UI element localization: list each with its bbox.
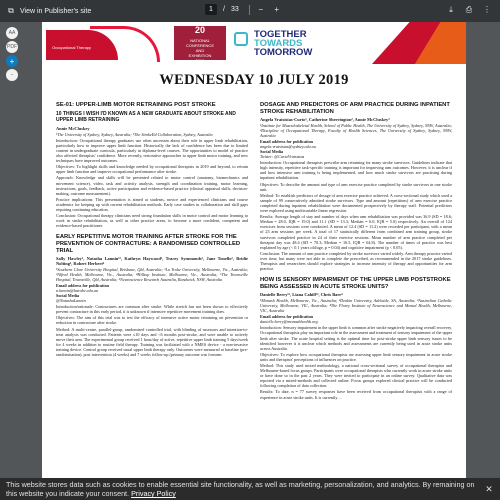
abstract-paragraph: Method: To establish predictors of dosage of arm exercise practice achieved. A cross-sectional study which used a sample of 99 consecutively admitted stroke survivors. Type and amount (repetitions) of arm exercise practice completed during inpatient rehabilitation were documented prospectively by therapy staff. Potential predictors were explored using multivariable linear regression. xyxy=(260,192,452,214)
zoom-in-button[interactable]: + xyxy=(6,55,18,67)
zoom-out-icon[interactable]: − xyxy=(258,4,264,14)
abstract-paragraph: Objectives: To describe the amount and type of arm exercise practice completed by stroke survivors in one stroke unit. xyxy=(260,181,452,192)
external-link-icon: ⧉ xyxy=(8,6,14,15)
congress-logo xyxy=(174,25,226,63)
abstract-paragraph: Objectives: To explore how occupational therapists are assessing upper limb sensory impairment in acute stroke units and therapists' perceptions of influences on practice. xyxy=(260,351,452,362)
abstract-paragraph: Introduction: Occupational therapists prescribe arm retraining for many stroke survivors. Guidelines indicate that high intensity, repetitive task-specific training is important for improving arm outcomes. However, it is unclear if and how intensive arm training is being implemented, and how much stroke survivors are practising during inpatient rehabilitation. xyxy=(260,160,452,181)
abstract-affiliation: ¹Institute for Musculoskeletal Health, School of Public Health, The University of Sydney, Sydney, NSW, Australia; ²Discipline of Occupational Therapy, Faculty of Health Sciences, The University of Sydney, Sydney, NSW, Australia xyxy=(260,123,452,139)
email-address: danielle.berry@monashhealth.org xyxy=(260,319,318,325)
email-label: Email address for publication xyxy=(260,139,314,145)
congress-line-1: NATIONAL xyxy=(190,38,210,43)
congress-line-3: AND xyxy=(195,48,205,53)
abstract-paragraph: Results: To date, n = 77 survey responses have been received from occupational therapists with a range of experience in acute stroke units. It is currently ... xyxy=(260,389,452,400)
social-handle: Twitter: @CurtoVratsistas xyxy=(260,154,305,160)
toolbar-actions xyxy=(446,5,492,15)
conference-mark-icon xyxy=(234,32,248,46)
side-rail xyxy=(6,27,18,81)
abstract-paragraph: Practice implications: This presentation is aimed at students, novice and experienced clinicians and course academics for keeping up with current rehabilitation methods. Early case studies in collaboration and skill gaps requiring continuing education. xyxy=(56,196,248,212)
social-handle: @NatashaLannin xyxy=(56,298,86,304)
zoom-in-icon[interactable]: + xyxy=(274,4,280,14)
abstract-subtitle: 10 THINGS I WISH I'D KNOWN AS A NEW GRADUATE ABOUT STROKE AND UPPER LIMB RETRAINING xyxy=(56,110,236,124)
print-icon[interactable]: ⎙ xyxy=(465,5,473,14)
congress-line-4: EXHIBITION xyxy=(188,53,212,58)
social-label: Social Media xyxy=(56,293,80,299)
congress-line-2: CONFERENCE xyxy=(185,43,214,48)
zoom-out-button[interactable]: − xyxy=(6,69,18,81)
right-column xyxy=(260,102,452,400)
page-separator: / xyxy=(223,6,225,13)
page-number-input[interactable]: 1 xyxy=(205,4,217,15)
together-line-1: TOGETHER xyxy=(254,29,307,40)
abstract-title: SE-01: UPPER-LIMB MOTOR RETRAINING POST STROKE xyxy=(56,102,216,108)
congress-year: 20 xyxy=(194,25,205,35)
abstract-paragraph: Introduction: Occupational therapy graduates use often uncertain about their role in upper limb rehabilitation, particularly how to improve upper limb function. Historically the lack of confidence has been due to limited content in undergraduate curricula, particularly in diploma-level courses. The opportunities to model of practice also affected therapists' confidence. More recently, restorative approaches to upper limb motor training, and new techniques have improved outcomes. xyxy=(56,137,248,164)
abstract-paragraph: Method: This study used mixed methodology, a national cross-sectional survey of occupational therapists and Melbourne-based focus groups. Participants were occupational therapists who currently work in acute stroke units or have done so in the past 2 years. They were invited to participate in an online survey. Qualitative data was reported via a mixed-methods and collected online. Focus groups explored clinical practice will be conducted following completion of data collection. xyxy=(260,363,452,389)
together-towards-tomorrow-logo xyxy=(254,30,312,57)
congress-line-5: 2019 xyxy=(195,58,205,63)
view-publisher-link[interactable] xyxy=(6,6,91,16)
abstract-affiliation: ¹Monash Health, Melbourne, Vic., Australia; ²Deakin University, Adelaide, SA, Australia; ³Australian Catholic University, Melbourne, VIC, Australia; ⁴The Florey Institute of Neuroscience and Mental Health, Melbourne, VIC, Australia xyxy=(260,298,452,314)
email-address: n.lannin@latrobe.edu.au xyxy=(56,288,98,294)
view-publisher-label: View in Publisher's site xyxy=(20,7,92,15)
page-total: 33 xyxy=(230,6,239,13)
abstract-title: DOSAGE AND PREDICTORS OF ARM PRACTICE DURING INPATIENT STROKE REHABILITATION xyxy=(260,102,450,115)
pdf-button[interactable]: PDF xyxy=(6,41,18,53)
abstract-paragraph: Introduction: Sensory impairment in the upper limb is common after stroke negatively impacting overall recovery. Occupational therapists play an important role in the assessment and treatment of sensory impairment of the upper limb after stroke. The acute hospital setting is the optimal time for post-stroke upper limb sensory issues to be identified however it is unclear which methods and assessments are currently being used in acute stroke units across Australia. xyxy=(260,325,452,351)
social-label: Social Media xyxy=(260,149,284,155)
more-options-icon[interactable]: ⋮ xyxy=(483,5,491,14)
abstract-paragraph: Conclusion: The amount of arm practice completed by stroke survivors varied widely. Arm therapy practice varied over time, but many were not able to complete the prescribed, as recommended in the 2017 stroke guidelines. Therapists and researchers should explore strategies to increase intensity of therapy and opportunities for arm practice. xyxy=(260,250,452,272)
abstract-authors: Danielle Berry¹², Liana Cahill¹³, Chris Barr⁴ xyxy=(260,292,343,298)
viewer-toolbar xyxy=(0,0,500,22)
abstract-paragraph: Results: Average length of stay and number of days when arm rehabilitation was provided was 36.9 (SD = 18.6; Median = 28.0, IQR = 19.0) and 11.1 (SD = 13.3; Median = 6.0, IQR = 5.0) respectively. An overall of 124 exercises from sessions were conducted. A mean of 12.4 (SD = 11.2) were recorded per participant, with a mean of 23 arm sessions per week. A total of 17 statistically different from combined arm training group, stroke survivors completed practice in 24 of their exercise sessions. Mean number of arm practice completed per therapist day was 48.4 (SD = 70.3; Median = 16.5, IQR = 64.8). The number of times of practice was best explained by age (< 0.1 years old/age, p = 0.04) and cognitive impairment (p < 0.05). xyxy=(260,214,452,250)
close-icon[interactable]: ✕ xyxy=(485,484,493,494)
page-navigator xyxy=(205,4,282,15)
date-heading: WEDNESDAY 10 JULY 2019 xyxy=(159,72,349,88)
left-column xyxy=(56,102,248,357)
privacy-policy-link[interactable]: Privacy Policy xyxy=(131,489,176,498)
abstract-authors: Sally Hawley¹, Natasha Lannin¹², Kathryn Haywood³, Tracey Symmonds³, Jane Tonello³, Bridie Nolting³, Robert Herbert⁴ xyxy=(56,256,248,267)
cookie-text: This website stores data such as cookies to enable essential site functionality, as well as marketing, personalization, and analytics. By remaining on this website you indicate your consent. xyxy=(6,480,475,498)
abstract-title: HOW IS SENSORY IMPAIRMENT OF THE UPPER LIMB POSTSTROKE BEING ASSESSED IN ACUTE STROKE UNITS? xyxy=(260,277,451,290)
abstract-paragraph: Approach: Knowledge and skills will be presented related to motor control (anatomy, biomechanics and movement science), video, task and activity analysis, strength and coordination training, motor learning, instructions, goals, feedback, active participation and evidence-based practice (clinical appraisal skills, decision-making, outcome measurement). xyxy=(56,175,248,196)
email-label: Email address for publication xyxy=(260,314,314,320)
conference-banner xyxy=(42,22,466,64)
abstract-authors: Angela Vratsistas-Curto¹, Catherine Sherrington², Annie McCluskey³ xyxy=(260,117,390,123)
email-address: angela.vratsistas@sydney.edu.au xyxy=(260,144,316,150)
toolbar-divider xyxy=(249,5,250,15)
abstract-affiliation: ¹The University of Sydney, Sydney, Australia; ²The StrokeEd Collaboration, Sydney, Australia xyxy=(56,131,213,137)
abstract-paragraph: Method: A multi-centre, parallel-group, randomised controlled trial, with blinding of assessors and intention-to-treat analysis was conducted. Patients were ≤10 days and <6 months post-stroke, and were unable to actively move their arm. The experimental group received 1 hour/day of active, repetitive upper limb training 5 days/week for 4 weeks in addition to routine field therapy. Training was facilitated with a NMES device - a non-invasive training device. Control group received usual upper limb therapy only. Outcomes were measured at baseline (pre-randomisation), post intervention (4 weeks) and 7 weeks follow-up (primary outcome was forearm xyxy=(56,326,248,357)
download-icon[interactable]: ⤓ xyxy=(449,5,453,14)
email-label: Email address for publication xyxy=(56,283,110,289)
author-name: Annie McCluskey xyxy=(56,125,90,131)
abstract-affiliation: ¹Southern Clare University Hospital, Brisbane, Qld, Australia; ²La Trobe University, Melbourne, Vic., Australia; ³Alfred Health, Melbourne, Vic., Australia; ⁴Hilltop Institute, Melbourne, Vic., Australia; ⁵The Townsville Hospital, Townsville, Qld, Australia; ⁶Neuroscience Research Australia, Randwick, NSW, Australia xyxy=(56,267,248,283)
abstract-paragraph: Objectives: The aim of this trial was to test the efficacy of intensive active motor retraining on prevention or reduction in contracture after stroke. xyxy=(56,315,248,326)
text-size-button[interactable]: AA xyxy=(6,27,18,39)
abstract-authors xyxy=(56,126,248,131)
abstract-paragraph: Objectives: To highlight skills and knowledge needed by occupational therapists in 2019 and beyond, to retrain upper limb function and improve occupational performance after stroke. xyxy=(56,164,248,175)
abstract-title: EARLY REPETITIVE MOTOR TRAINING AFTER STROKE FOR THE PREVENTION OF CONTRACTURE: A RANDOMISED CONTROLLED TRIAL xyxy=(56,234,241,254)
ot-logo-text: Occupational Therapy xyxy=(52,45,92,50)
abstract-paragraph: Introduction/rationale: Contractures are common after stroke. While stretch has not been shown to effectively prevent contracture in this early period, it is unknown if intensive repetitive movement training does. xyxy=(56,304,248,315)
abstract-paragraph: Conclusion: Occupational therapy clinicians need strong foundation skills in motor control and motor learning to work in stroke rehabilitation, as well as other practice areas, to become a more confident, competent and evidence-based practitioner. xyxy=(56,213,248,229)
together-line-3: TOMORROW xyxy=(254,47,313,58)
cookie-banner xyxy=(0,478,500,500)
together-line-2: TOWARDS xyxy=(254,38,303,49)
document-page xyxy=(42,22,466,478)
